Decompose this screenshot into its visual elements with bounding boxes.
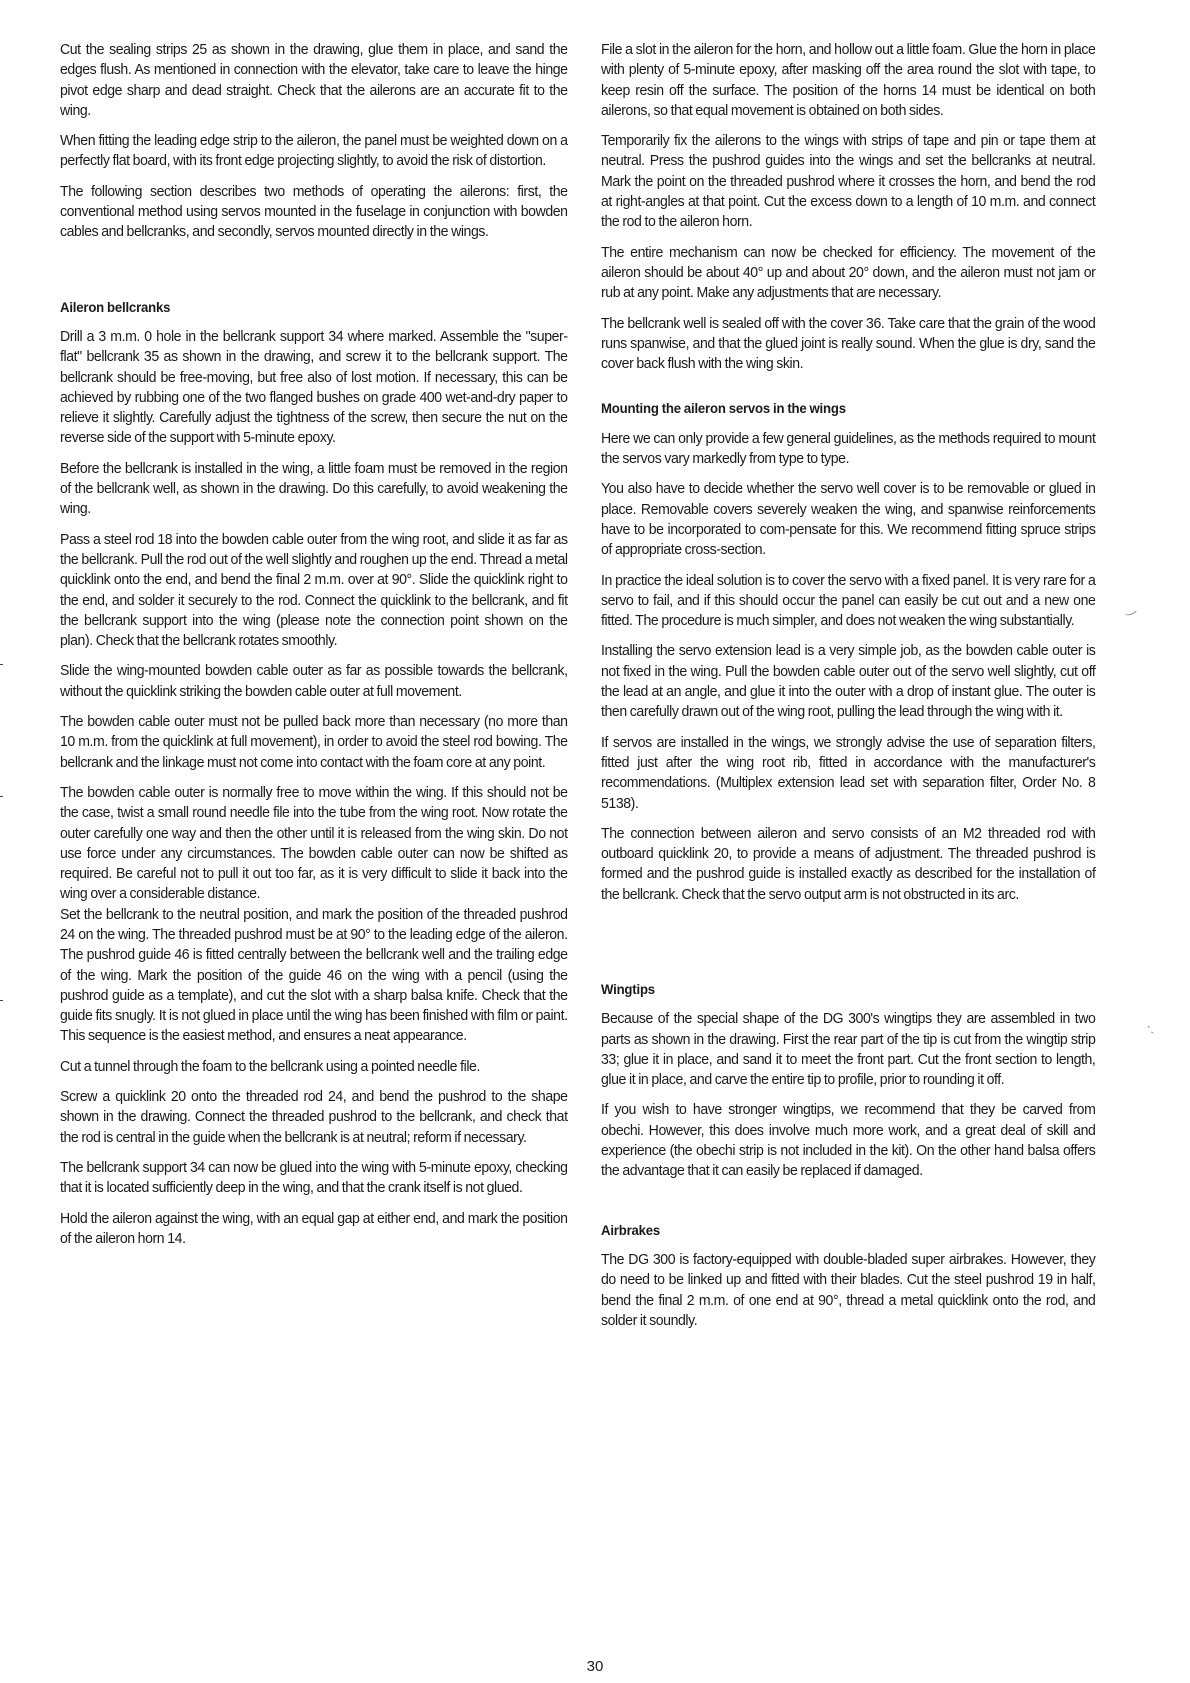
paragraph: The bellcrank support 34 can now be glued into the wing with 5-minute epoxy, checking that it is located sufficiently deep in the wing, and that the crank itself is not glued. [60, 1158, 568, 1197]
section-spacer [601, 384, 1095, 398]
paragraph: The entire mechanism can now be checked for efficiency. The movement of the aileron should be about 40° up and about 20° down, and the aileron must not jam or rub at any point. Make any adjustments that are necessary. [601, 243, 1096, 302]
paragraph: Before the bellcrank is installed in the wing, a little foam must be removed in the region of the bellcrank well, as shown in the drawing. Do this carefully, to avoid weakening the wing. [60, 459, 568, 518]
paragraph: Slide the wing-mounted bowden cable outer as far as possible towards the bellcrank, without the quicklink striking the bowden cable outer at full movement. [60, 662, 568, 700]
paragraph: The connection between aileron and servo consists of an M2 threaded rod with outboard quicklink 20, to provide a means of adjustment. The threaded pushrod is formed and the pushrod guide is installed exactly as described for the installation of the bellcrank. Check that the servo output arm is not obstructed in its arc. [601, 824, 1096, 903]
paragraph: You also have to decide whether the servo well cover is to be removable or glued in place. Removable covers severely weaken the wing, and spanwise reinforcements have to be incorporated to com-pensate for this. We recommend fitting spruce strips of appropriate cross-section. [601, 480, 1096, 559]
paragraph: When fitting the leading edge strip to the aileron, the panel must be weighted down on a perfectly flat board, with its front edge projecting slightly, to avoid the risk of distortion. [60, 132, 568, 170]
section-spacer [60, 253, 568, 297]
paragraph: Set the bellcrank to the neutral position, and mark the position of the threaded pushrod 24 on the wing. The threaded pushrod must be at 90° to the leading edge of the aileron. The pushrod guide 46 is fitted centrally between the bellcrank well and the trailing edge of the wing. Mark the position of the guide 46 on the wing with a pencil (using the pushrod guide as a template), and cut the slot with a sharp balsa knife. Check that the guide fits snugly. It is not glued in place until the wing has been finished with film or paint. This sequence is the easiest method, and ensures a neat appearance. [60, 905, 568, 1045]
paragraph: Temporarily fix the ailerons to the wings with strips of tape and pin or tape them at neutral. Press the pushrod guides into the wings and set the bellcranks at neutral. Mark the point on the threaded pushrod where it crosses the horn, and bend the rod at right-angles at that point. Cut the excess down to a length of 10 m.m. and connect the rod to the aileron horn. [601, 132, 1096, 231]
section-spacer [601, 915, 1095, 979]
paragraph: The following section describes two methods of operating the ailerons: first, the conventional method using servos mounted in the fuselage in conjunction with bowden cables and bellcranks, and secondly, servos mounted directly in the wings. [60, 182, 568, 241]
section-heading-mounting-servos: Mounting the aileron servos in the wings [601, 400, 846, 417]
scan-mark: ,′ [1144, 1024, 1157, 1036]
paragraph: Hold the aileron against the wing, with an equal gap at either end, and mark the position of the aileron horn 14. [60, 1209, 568, 1247]
scan-edge-tick [0, 1000, 3, 1001]
page-number: 30 [586, 1658, 604, 1675]
right-column [601, 40, 1095, 1341]
scan-edge-tick [0, 796, 3, 797]
paragraph: Cut the sealing strips 25 as shown in the drawing, glue them in place, and sand the edges flush. As mentioned in connection with the elevator, take care to leave the hinge pivot edge sharp and dead straight. Check that the ailerons are an accurate fit to the wing. [60, 41, 568, 119]
left-column [60, 40, 568, 1259]
paragraph: If servos are installed in the wings, we strongly advise the use of separation filters, fitted just after the wing root rib, fitted in accordance with the manufacturer's recommendations. (Multiplex extension lead set with separation filter, Order No. 8 5138). [601, 733, 1096, 812]
section-heading-wingtips: Wingtips [601, 980, 655, 997]
paragraph: The bowden cable outer must not be pulled back more than necessary (no more than 10 m.m. from the quicklink at full movement), in order to avoid the steel rod bowing. The bellcrank and the linkage must not come into contact with the foam core at any point. [60, 713, 568, 771]
scan-mark: ‿ [1121, 598, 1137, 617]
section-spacer [601, 1192, 1095, 1220]
paragraph: File a slot in the aileron for the horn, and hollow out a little foam. Glue the horn in place with plenty of 5-minute epoxy, after masking off the area round the slot with tape, to keep resin off the surface. The position of the horns 14 must be identical on both ailerons, so that equal movement is obtained on both sides. [601, 41, 1096, 119]
paragraph: Drill a 3 m.m. 0 hole in the bellcrank support 34 where marked. Assemble the "super-flat" bellcrank 35 as shown in the drawing, and screw it to the bellcrank support. The bellcrank should be free-moving, but free also of lost motion. If necessary, this can be achieved by rubbing one of the two flanged bushes on grade 400 wet-and-dry paper to relieve it slightly. Carefully adjust the tightness of the screw, then secure the nut on the reverse side of the support with 5-minute epoxy. [60, 327, 568, 447]
section-heading-airbrakes: Airbrakes [601, 1221, 661, 1238]
paragraph: Because of the special shape of the DG 300's wingtips they are assembled in two parts as shown in the drawing. First the rear part of the tip is cut from the wingtip strip 33; glue it in place, and sand it to meet the front part. Cut the front section to length, glue it in place, and carve the entire tip to profile, prior to rounding it off. [601, 1010, 1096, 1089]
paragraph: Installing the servo extension lead is a very simple job, as the bowden cable outer is not fixed in the wing. Pull the bowden cable outer out of the servo well slightly, cut off the lead at an angle, and glue it into the outer with a drop of instant glue. The outer is then carefully drawn out of the wing root, pulling the lead through the wing with it. [601, 642, 1096, 721]
section-heading-aileron-bellcranks: Aileron bellcranks [60, 298, 171, 315]
paragraph: Screw a quicklink 20 onto the threaded rod 24, and bend the pushrod to the shape shown in the drawing. Connect the threaded pushrod to the bellcrank, and check that the rod is central in the guide when the bellcrank is at neutral; reform if necessary. [60, 1088, 568, 1146]
paragraph: Here we can only provide a few general guidelines, as the methods required to mount the servos vary markedly from type to type. [601, 429, 1096, 468]
paragraph: If you wish to have stronger wingtips, we recommend that they be carved from obechi. However, this does involve much more work, and a great deal of skill and experience (the obechi strip is not included in the kit). On the other hand balsa offers the advantage that it can easily be replaced if damaged. [601, 1101, 1096, 1180]
paragraph: In practice the ideal solution is to cover the servo with a fixed panel. It is very rare for a servo to fail, and if this should occur the panel can easily be cut out and a new one fitted. The procedure is much simpler, and does not weaken the wing substantially. [601, 571, 1096, 630]
paragraph: Pass a steel rod 18 into the bowden cable outer from the wing root, and slide it as far as the bellcrank. Pull the rod out of the well slightly and roughen up the end. Thread a metal quicklink onto the end, and bend the final 2 m.m. over at 90°. Slide the quicklink right to the end, and solder it securely to the rod. Connect the quicklink to the bellcrank, and fit the bellcrank support into the wing (please note the connection point shown on the plan). Check that the bellcrank rotates smoothly. [60, 530, 568, 650]
paragraph: Cut a tunnel through the foam to the bellcrank using a pointed needle file. [60, 1057, 480, 1075]
paragraph: The DG 300 is factory-equipped with double-bladed super airbrakes. However, they do need to be linked up and fitted with their blades. Cut the steel pushrod 19 in half, bend the final 2 m.m. of one end at 90°, thread a metal quicklink onto the rod, and solder it soundly. [601, 1250, 1096, 1329]
paragraph: The bowden cable outer is normally free to move within the wing. If this should not be the case, twist a small round needle file into the tube from the wing root. Now rotate the outer carefully one way and then the other until it is released from the wing skin. Do not use force under any circumstances. The bowden cable outer can now be shifted as required. Be careful not to pull it out too far, as it is very difficult to slide it back into the wing over a considerable distance. [60, 783, 568, 903]
paragraph: The bellcrank well is sealed off with the cover 36. Take care that the grain of the wood runs spanwise, and that the glued joint is really sound. When the glue is dry, sand the cover back flush with the wing skin. [601, 314, 1096, 373]
scan-edge-tick [0, 664, 3, 665]
